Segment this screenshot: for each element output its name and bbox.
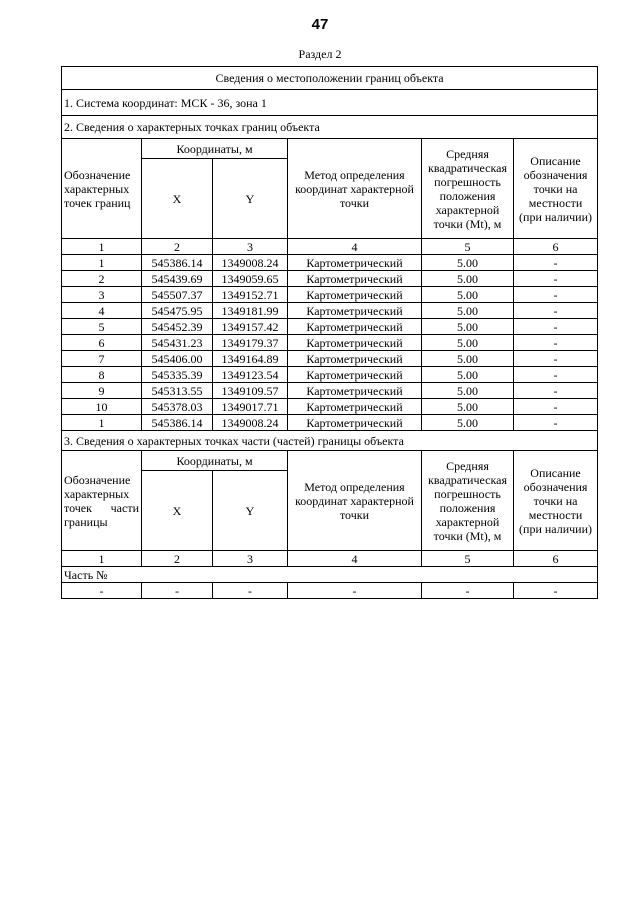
column-number: 6 xyxy=(514,239,598,255)
column-number: 2 xyxy=(142,239,213,255)
y-cell: 1349059.65 xyxy=(213,271,288,287)
error-cell: 5.00 xyxy=(422,351,514,367)
column-number: 3 xyxy=(213,239,288,255)
header-x-part: X xyxy=(142,471,213,551)
error-cell: 5.00 xyxy=(422,335,514,351)
header-description-part: Описание обозначения точки на местности (при наличии) xyxy=(514,451,598,551)
header-error-part: Средняя квадратическая погрешность положения характерной точки (Mt), м xyxy=(422,451,514,551)
empty-cell: - xyxy=(62,583,142,599)
y-cell: 1349109.57 xyxy=(213,383,288,399)
table-row xyxy=(62,287,598,303)
error-cell: 5.00 xyxy=(422,415,514,431)
y-cell: 1349008.24 xyxy=(213,255,288,271)
part-label: Часть № xyxy=(62,567,598,583)
method-cell: Картометрический xyxy=(288,335,422,351)
part-empty-row xyxy=(62,583,598,599)
column-number: 6 xyxy=(514,551,598,567)
y-cell: 1349179.37 xyxy=(213,335,288,351)
x-cell: 545406.00 xyxy=(142,351,213,367)
method-cell: Картометрический xyxy=(288,255,422,271)
column-number: 5 xyxy=(422,551,514,567)
error-cell: 5.00 xyxy=(422,367,514,383)
header-designation-part: Обозначение характерных точек части границы xyxy=(62,451,142,551)
point-cell: 9 xyxy=(62,383,142,399)
header-method: Метод определения координат характерной точки xyxy=(288,139,422,239)
table-row xyxy=(62,255,598,271)
header-coordinates-part: Координаты, м xyxy=(142,451,288,471)
table-row xyxy=(62,415,598,431)
point-cell: 1 xyxy=(62,415,142,431)
description-cell: - xyxy=(514,271,598,287)
point-cell: 3 xyxy=(62,287,142,303)
method-cell: Картометрический xyxy=(288,351,422,367)
column-numbers-row-part xyxy=(62,551,598,567)
error-cell: 5.00 xyxy=(422,271,514,287)
points-body xyxy=(62,255,598,431)
empty-cell: - xyxy=(422,583,514,599)
method-cell: Картометрический xyxy=(288,271,422,287)
error-cell: 5.00 xyxy=(422,383,514,399)
y-cell: 1349164.89 xyxy=(213,351,288,367)
column-number: 2 xyxy=(142,551,213,567)
header-y: Y xyxy=(213,159,288,239)
method-cell: Картометрический xyxy=(288,399,422,415)
empty-cell: - xyxy=(142,583,213,599)
header-description: Описание обозначения точки на местности (при наличии) xyxy=(514,139,598,239)
description-cell: - xyxy=(514,351,598,367)
empty-cell: - xyxy=(288,583,422,599)
header-error: Средняя квадратическая погрешность положения характерной точки (Mt), м xyxy=(422,139,514,239)
header-designation: Обозначение характерных точек границ xyxy=(62,139,142,239)
page-number: 47 xyxy=(311,16,329,33)
point-cell: 2 xyxy=(62,271,142,287)
column-numbers-row xyxy=(62,239,598,255)
point-cell: 1 xyxy=(62,255,142,271)
header-x: X xyxy=(142,159,213,239)
y-cell: 1349017.71 xyxy=(213,399,288,415)
header-method-part: Метод определения координат характерной точки xyxy=(288,451,422,551)
method-cell: Картометрический xyxy=(288,367,422,383)
table-row xyxy=(62,351,598,367)
x-cell: 545378.03 xyxy=(142,399,213,415)
x-cell: 545386.14 xyxy=(142,415,213,431)
section-title: Раздел 2 xyxy=(298,47,342,61)
method-cell: Картометрический xyxy=(288,287,422,303)
table-row xyxy=(62,303,598,319)
error-cell: 5.00 xyxy=(422,255,514,271)
point-cell: 5 xyxy=(62,319,142,335)
description-cell: - xyxy=(514,255,598,271)
empty-cell: - xyxy=(514,583,598,599)
description-cell: - xyxy=(514,303,598,319)
table-row xyxy=(62,399,598,415)
description-cell: - xyxy=(514,367,598,383)
y-cell: 1349008.24 xyxy=(213,415,288,431)
y-cell: 1349123.54 xyxy=(213,367,288,383)
point-cell: 4 xyxy=(62,303,142,319)
boundary-table xyxy=(61,66,598,599)
section3-title: 3. Сведения о характерных точках части (частей) границы объекта xyxy=(62,431,598,451)
description-cell: - xyxy=(514,335,598,351)
table-row xyxy=(62,319,598,335)
point-cell: 6 xyxy=(62,335,142,351)
empty-cell: - xyxy=(213,583,288,599)
error-cell: 5.00 xyxy=(422,399,514,415)
error-cell: 5.00 xyxy=(422,287,514,303)
point-cell: 8 xyxy=(62,367,142,383)
method-cell: Картометрический xyxy=(288,415,422,431)
method-cell: Картометрический xyxy=(288,303,422,319)
header-y-part: Y xyxy=(213,471,288,551)
x-cell: 545452.39 xyxy=(142,319,213,335)
coord-system: 1. Система координат: МСК - 36, зона 1 xyxy=(62,90,598,116)
column-number: 1 xyxy=(62,551,142,567)
column-number: 5 xyxy=(422,239,514,255)
header-coordinates: Координаты, м xyxy=(142,139,288,159)
error-cell: 5.00 xyxy=(422,303,514,319)
x-cell: 545335.39 xyxy=(142,367,213,383)
x-cell: 545439.69 xyxy=(142,271,213,287)
error-cell: 5.00 xyxy=(422,319,514,335)
point-cell: 10 xyxy=(62,399,142,415)
method-cell: Картометрический xyxy=(288,383,422,399)
x-cell: 545475.95 xyxy=(142,303,213,319)
description-cell: - xyxy=(514,383,598,399)
description-cell: - xyxy=(514,399,598,415)
method-cell: Картометрический xyxy=(288,319,422,335)
x-cell: 545507.37 xyxy=(142,287,213,303)
section2-title: 2. Сведения о характерных точках границ объекта xyxy=(62,116,598,139)
x-cell: 545431.23 xyxy=(142,335,213,351)
column-number: 4 xyxy=(288,551,422,567)
table-row xyxy=(62,335,598,351)
y-cell: 1349157.42 xyxy=(213,319,288,335)
table-row xyxy=(62,271,598,287)
description-cell: - xyxy=(514,319,598,335)
x-cell: 545386.14 xyxy=(142,255,213,271)
y-cell: 1349181.99 xyxy=(213,303,288,319)
column-number: 3 xyxy=(213,551,288,567)
description-cell: - xyxy=(514,415,598,431)
column-number: 4 xyxy=(288,239,422,255)
y-cell: 1349152.71 xyxy=(213,287,288,303)
point-cell: 7 xyxy=(62,351,142,367)
column-number: 1 xyxy=(62,239,142,255)
x-cell: 545313.55 xyxy=(142,383,213,399)
table-row xyxy=(62,383,598,399)
table-row xyxy=(62,367,598,383)
description-cell: - xyxy=(514,287,598,303)
table-title: Сведения о местоположении границ объекта xyxy=(62,67,598,90)
